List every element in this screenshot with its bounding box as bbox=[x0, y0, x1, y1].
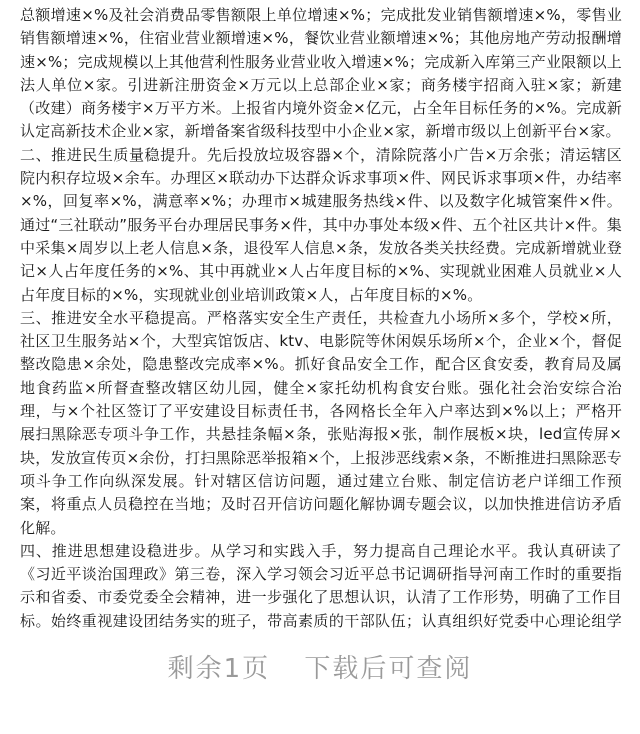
paragraph-ideology: 四、推进思想建设稳进步。从学习和实践入手，努力提高自己理论水平。我认真研读了《习近平谈治国理政》第三卷，深入学习领会习近平总书记调研指导河南工作时的重要指示和省委、市委党委全会精神，进一步强化了思想认识，认清了工作形势，明确了工作目标。始终重视建设团结务实的班子，带高素质的干部队伍；认真组织好党委中心理论组学 bbox=[20, 541, 622, 630]
download-banner[interactable] bbox=[0, 648, 640, 685]
download-to-read-link[interactable]: 下载后可查阅 bbox=[304, 654, 473, 684]
paragraph-safety: 三、推进安全水平稳提高。严格落实安全生产责任，共检查九小场所×多个，学校×所，社区卫生服务站×个，大型宾馆饭店、ktv、电影院等休闲娱乐场所×个，企业×个，督促整改隐患×余处，隐患整改完成率×%。抓好食品安全工作，配合区食安委，教育局及属地食药监×所督查整改辖区幼儿园，健全×家托幼机构食安台账。强化社会治安综合治理，与×个社区签订了平安建设目标责任书，各网格长全年入户率达到×%以上；严格开展扫黑除恶专项斗争工作，共悬挂条幅×条，张贴海报×张，制作展板×块，led宣传屏×块，发放宣传页×余份，打扫黑除恶举报箱×个，上报涉恶线索×条，不断推进扫黑除恶专项斗争工作向纵深发展。针对辖区信访问题，通过建立台账、制定信访老户详细工作预案，将重点人员稳控在当地；及时召开信访问题化解协调专题会议，以加快推进信访矛盾化解。 bbox=[20, 308, 622, 537]
paragraph-livelihood: 二、推进民生质量稳提升。先后投放垃圾容器×个，清除院落小广告×万余张；清运辖区院内积存垃圾×余车。办理区×联动办下达群众诉求事项×件、网民诉求事项×件，办结率×%，回复率×%，满意率×%；办理市×城建服务热线×件、以及数字化城管案件×件。通过“三社联动”服务平台办理居民事务×件，其中办事处本级×件、五个社区共计×件。集中采集×周岁以上老人信息×条，退役军人信息×条，发放各类关扶经费。完成新增就业登记×人占年度任务的×%、其中再就业×人占年度目标的×%、实现就业困难人员就业×人占年度目标的×%，实现就业创业培训政策×人，占年度目标的×%。 bbox=[20, 145, 622, 304]
paragraph-economy: 总额增速×%及社会消费品零售额限上单位增速×%；完成批发业销售额增速×%，零售业销售额增速×%，住宿业营业额增速×%，餐饮业营业额增速×%；其他房地产劳动报酬增速×%；完成规模以上其他营利性服务业营业收入增速×%；完成新入库第三产业限额以上法人单位×家。引进新注册资金×万元以上总部企业×家；商务楼宇招商入驻×家；新建（改建）商务楼宇×万平方米。上报省内境外资金×亿元，占全年目标任务的×%。完成新认定高新技术企业×家，新增备案省级科技型中小企业×家，新增市级以上创新平台×家。 bbox=[20, 6, 622, 141]
remaining-pages-text: 剩余1页 bbox=[167, 654, 271, 684]
document-body bbox=[20, 4, 622, 680]
